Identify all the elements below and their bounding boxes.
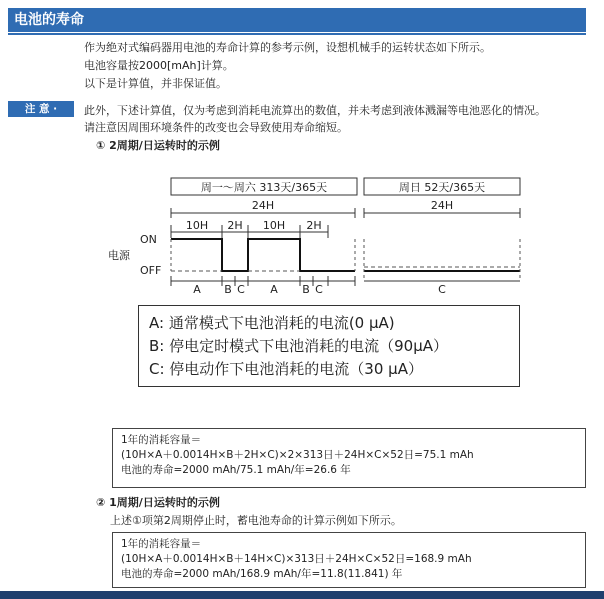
- sunday-hours-label: 24H: [430, 199, 454, 212]
- weekday-label: 周一～周六 313天/365天: [200, 181, 328, 194]
- seg-label-1: 10H: [185, 219, 209, 232]
- bottom-bar: [0, 591, 604, 599]
- intro-line-1: 作为绝对式编码器用电池的寿命计算的参考示例，设想机械手的运转状态如下所示。: [84, 41, 491, 54]
- phase-label-a2: A: [270, 283, 278, 296]
- phase-label-a1: A: [193, 283, 201, 296]
- seg-label-3: 10H: [262, 219, 286, 232]
- note-line-1: 此外，下述计算值，仅为考虑到消耗电流算出的数值，并未考虑到液体溅漏等电池恶化的情况。: [84, 104, 546, 117]
- sunday-phase-label: C: [438, 283, 446, 296]
- legend-b: B: 停电定时模式下电池消耗的电流（90μA）: [149, 337, 449, 355]
- page-title: 电池的寿命: [8, 8, 586, 32]
- seg-label-2: 2H: [227, 219, 243, 232]
- section-2-title: ② 1周期/日运转时的示例: [96, 496, 220, 509]
- calc-box-2: [112, 532, 586, 588]
- power-label: 电源: [108, 249, 130, 262]
- phase-label-c1: C: [237, 283, 245, 296]
- section-1-title: ① 2周期/日运转时的示例: [96, 139, 220, 152]
- calc2-line-1: 1年的消耗容量＝: [121, 538, 202, 550]
- calc1-line-2: (10H×A＋0.0014H×B＋2H×C)×2×313日＋24H×C×52日=75.1 mAh: [121, 449, 474, 461]
- calc2-line-3: 电池的寿命=2000 mAh/168.9 mAh/年=11.8(11.841) 年: [121, 568, 403, 580]
- calc2-line-2: (10H×A＋0.0014H×B＋14H×C)×313日＋24H×C×52日=168.9 mAh: [121, 553, 472, 565]
- phase-label-c2: C: [315, 283, 323, 296]
- calc1-line-1: 1年的消耗容量＝: [121, 434, 202, 446]
- intro-line-3: 以下是计算值，并非保证值。: [84, 77, 227, 90]
- intro-line-2: 电池容量按2000[mAh]计算。: [84, 59, 234, 72]
- calc1-line-3: 电池的寿命=2000 mAh/75.1 mAh/年=26.6 年: [121, 464, 351, 476]
- legend-c: C: 停电动作下电池消耗的电流（30 μA）: [149, 360, 423, 378]
- total-hours-label: 24H: [251, 199, 275, 212]
- timing-diagram: [0, 170, 604, 300]
- sunday-label: 周日 52天/365天: [398, 181, 486, 194]
- legend-a: A: 通常模式下电池消耗的电流(0 μA): [149, 314, 395, 332]
- section-2-desc: 上述①项第2周期停止时，蓄电池寿命的计算示例如下所示。: [110, 514, 402, 527]
- phase-label-b1: B: [224, 283, 232, 296]
- legend-box: [138, 305, 520, 387]
- caution-badge: 注 意 ·: [8, 101, 74, 117]
- weekday-waveform: [171, 239, 355, 271]
- calc-box-1: [112, 428, 586, 488]
- note-line-2: 请注意因周围环境条件的改变也会导致使用寿命缩短。: [84, 121, 348, 134]
- on-label: ON: [140, 233, 157, 246]
- title-rule: [8, 33, 586, 35]
- phase-label-b2: B: [302, 283, 310, 296]
- seg-label-4: 2H: [306, 219, 322, 232]
- off-label: OFF: [140, 264, 162, 277]
